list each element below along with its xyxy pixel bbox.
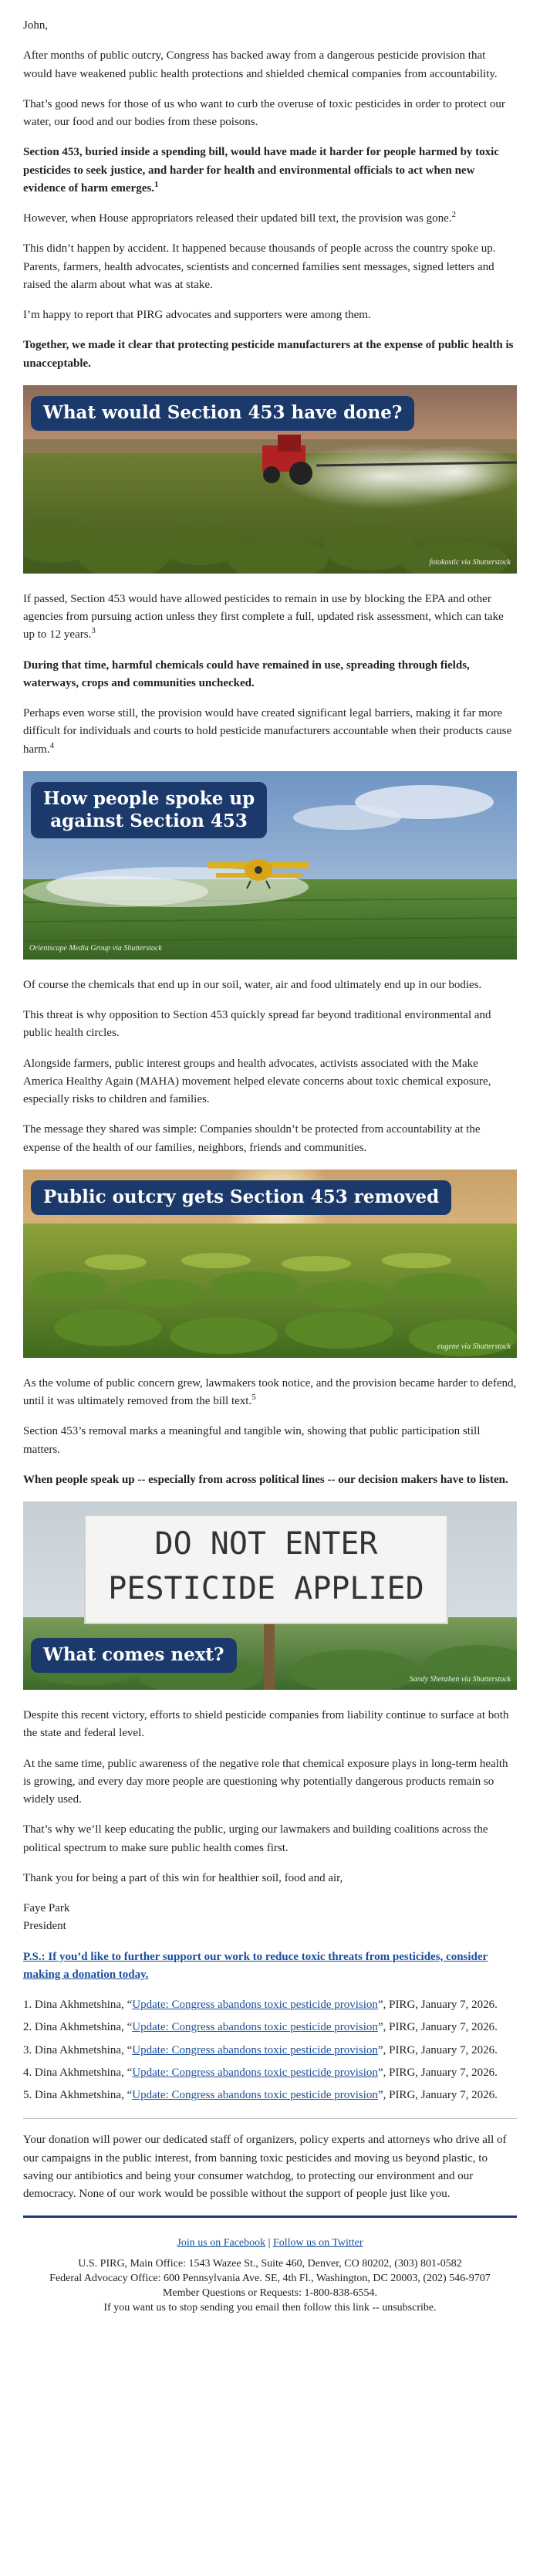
reference-author: 2. Dina Akhmetshina, “ — [23, 2021, 133, 2034]
reference-link[interactable]: Update: Congress abandons toxic pesticide provision — [132, 2021, 378, 2034]
message-paragraph: The message they shared was simple: Companies shouldn’t be protected from accountability at the expense of the health of our families, neighbors, friends and communities. — [23, 1123, 481, 1154]
photo-credit: eugene via Shutterstock — [437, 1342, 511, 1352]
reference-author: 3. Dina Akhmetshina, “ — [23, 2043, 133, 2056]
reference-item — [23, 2064, 517, 2082]
footnote-5: 5 — [251, 1393, 256, 1402]
reference-author: 5. Dina Akhmetshina, “ — [23, 2089, 133, 2101]
facebook-link[interactable]: Join us on Facebook — [177, 2237, 266, 2249]
section453-text: Section 453, buried inside a spending bill, would have made it harder for people harmed by toxic pesticides to seek justice, and harder for health and environmental officials to act when new evidence of harm emerges. — [23, 146, 499, 195]
hero-title-public-outcry: Public outcry gets Section 453 removed — [31, 1180, 451, 1215]
reference-item — [23, 2087, 517, 2104]
section453-paragraph — [23, 144, 517, 198]
signature — [23, 1900, 517, 1936]
social-links — [23, 2236, 517, 2251]
photo-credit: Orientscape Media Group via Shutterstock — [29, 944, 162, 953]
footnote-4: 4 — [49, 740, 55, 750]
hero-title-line-2: against Section 453 — [50, 810, 248, 831]
sign-line-1: DO NOT ENTER — [154, 1526, 378, 1562]
proud-paragraph: I’m happy to report that PIRG advocates and supporters were among them. — [23, 309, 371, 321]
reference-source: ”, PIRG, January 7, 2026. — [377, 1999, 498, 2011]
gone-paragraph — [23, 210, 517, 228]
hero-image-sunset-field — [23, 1170, 517, 1358]
email-body — [23, 0, 517, 2325]
hero-title-what-would: What would Section 453 have done? — [31, 396, 414, 431]
signer-title: President — [23, 1920, 66, 1933]
ps-donate-link[interactable]: P.S.: If you’d like to further support our work to reduce toxic threats from pesticides, consider making a donation today. — [23, 1950, 488, 1981]
greeting: John, — [23, 19, 49, 32]
reference-link[interactable]: Update: Congress abandons toxic pesticide provision — [132, 2043, 378, 2056]
reference-item — [23, 2042, 517, 2060]
reference-link[interactable]: Update: Congress abandons toxic pesticide provision — [132, 2089, 378, 2101]
warning-sign-text — [85, 1522, 447, 1611]
despite-paragraph: Despite this recent victory, efforts to shield pesticide companies from liability continue to surface at both the state and federal level. — [23, 1709, 509, 1740]
footer — [23, 2236, 517, 2324]
social-separator: | — [265, 2237, 273, 2249]
accident-paragraph: This didn’t happen by accident. It happened because thousands of people across the country spoke up. Parents, farmers, health advocates, scientists and concerned families sent messages, signed letters and raised the alarm about what was at stake. — [23, 242, 496, 291]
reference-link[interactable]: Update: Congress abandons toxic pesticide provision — [132, 2066, 378, 2079]
main-office-address: U.S. PIRG, Main Office: 1543 Wazee St., Suite 460, Denver, CO 80202, (303) 801-0582 — [78, 2258, 462, 2270]
removal-paragraph: Section 453’s removal marks a meaningful and tangible win, showing that public participation still matters. — [23, 1425, 481, 1456]
reference-source: ”, PIRG, January 7, 2026. — [377, 2043, 498, 2056]
footnote-3: 3 — [91, 626, 96, 636]
during-paragraph: During that time, harmful chemicals could have remained in use, spreading through fields, waterways, crops and communities unchecked. — [23, 658, 470, 689]
reference-source: ”, PIRG, January 7, 2026. — [377, 2089, 498, 2101]
hero-image-cropduster — [23, 771, 517, 960]
worse-text: Perhaps even worse still, the provision would have created significant legal barriers, making it far more difficult for individuals and courts to hold pesticide manufacturers accountable when their products cause harm. — [23, 707, 512, 756]
volume-text: As the volume of public concern grew, lawmakers took notice, and the provision became harder to defend, until it was ultimately removed from the bill text. — [23, 1376, 517, 1407]
federal-office-address: Federal Advocacy Office: 600 Pennsylvania Ave. SE, 4th Fl., Washington, DC 20003, (202) 546-9707 — [49, 2273, 491, 2285]
references-list — [23, 1996, 517, 2104]
alongside-paragraph: Alongside farmers, public interest groups and health advocates, activists associated with the Make America Healthy Again (MAHA) movement helped elevate concerns about toxic chemical exposure, especially risks to children and families. — [23, 1057, 491, 1105]
volume-paragraph — [23, 1375, 517, 1411]
reference-item — [23, 1996, 517, 2014]
signer-name: Faye Park — [23, 1902, 70, 1914]
hero-title-what-comes-next: What comes next? — [31, 1638, 237, 1673]
divider — [23, 2118, 517, 2119]
hero-title-how-people — [31, 782, 267, 839]
keep-paragraph: That’s why we’ll keep educating the public, urging our lawmakers and building coalitions across the political spectrum to make sure public health comes first. — [23, 1823, 488, 1854]
photo-credit: fotokostic via Shutterstock — [429, 558, 511, 567]
member-questions: Member Questions or Requests: 1-800-838-6554. — [162, 2287, 378, 2299]
donation-paragraph: Your donation will power our dedicated staff of organizers, policy experts and attorneys who drive all of our campaigns in the public interest, from banning toxic pesticides and moving us beyond plastic, to saving our antibiotics and being your consumer watchdog, to protecting our environment and our democracy. None of our work would be possible without the support of people just like you. — [23, 2134, 507, 2200]
hero-image-tractor — [23, 385, 517, 574]
passed-text: If passed, Section 453 would have allowed pesticides to remain in use by blocking the EPA and other agencies from pursuing action unless they first complete a full, updated risk assessment, which can take up to 12 years. — [23, 592, 504, 641]
reference-author: 1. Dina Akhmetshina, “ — [23, 1999, 133, 2011]
threat-paragraph: This threat is why opposition to Section 453 quickly spread far beyond traditional environmental and public health circles. — [23, 1009, 491, 1040]
reference-source: ”, PIRG, January 7, 2026. — [377, 2021, 498, 2034]
thanks-paragraph: Thank you for being a part of this win for healthier soil, food and air, — [23, 1871, 343, 1884]
unsubscribe-line[interactable]: If you want us to stop sending you email then follow this link -- unsubscribe. — [103, 2301, 437, 2314]
footnote-2: 2 — [451, 210, 456, 219]
hero-image-warning-sign — [23, 1501, 517, 1690]
passed-paragraph — [23, 591, 517, 645]
photo-credit: Sandy Shenzhen via Shutterstock — [409, 1674, 511, 1684]
footnote-1: 1 — [154, 179, 159, 189]
speakup-paragraph: When people speak up -- especially from across political lines -- our decision makers have to listen. — [23, 1473, 508, 1486]
reference-source: ”, PIRG, January 7, 2026. — [377, 2066, 498, 2079]
footer-divider — [23, 2215, 517, 2218]
intro-paragraph-1: After months of public outcry, Congress has backed away from a dangerous pesticide provision that would have weakened public health protections and shielded chemical companies from accountability. — [23, 49, 498, 80]
gone-text: However, when House appropriators released their updated bill text, the provision was gone. — [23, 212, 452, 225]
chemicals-paragraph: Of course the chemicals that end up in our soil, water, air and food ultimately end up in our bodies. — [23, 978, 482, 991]
reference-link[interactable]: Update: Congress abandons toxic pesticide provision — [132, 1999, 378, 2011]
twitter-link[interactable]: Follow us on Twitter — [272, 2237, 363, 2249]
worse-paragraph — [23, 705, 517, 759]
sign-line-2: PESTICIDE APPLIED — [108, 1571, 424, 1606]
reference-item — [23, 2019, 517, 2036]
intro-paragraph-2: That’s good news for those of us who want to curb the overuse of toxic pesticides in order to protect our water, our food and our bodies from these poisons. — [23, 97, 505, 128]
awareness-paragraph: At the same time, public awareness of the negative role that chemical exposure plays in long-term health is growing, and every day more people are questioning why potentially dangerous products remain so widely used. — [23, 1757, 508, 1806]
reference-author: 4. Dina Akhmetshina, “ — [23, 2066, 133, 2079]
together-paragraph: Together, we made it clear that protecting pesticide manufacturers at the expense of public health is unacceptable. — [23, 339, 514, 370]
hero-title-line-1: How people spoke up — [43, 787, 255, 809]
